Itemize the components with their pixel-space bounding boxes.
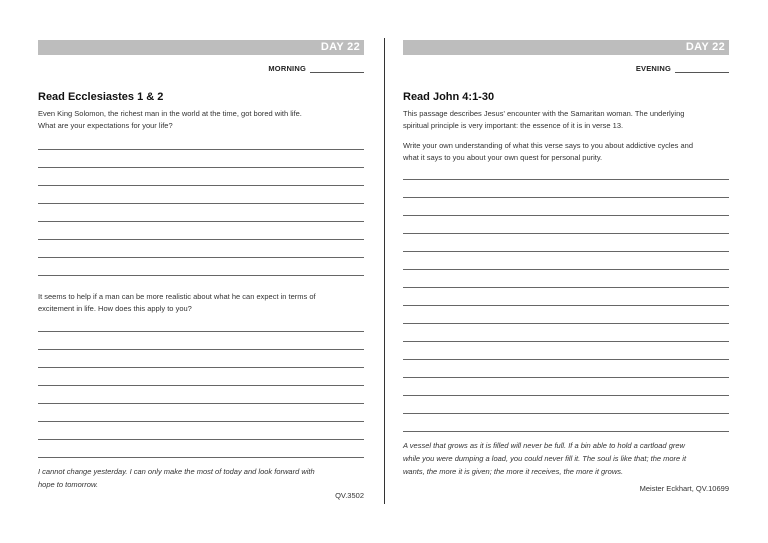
- writing-line: [38, 185, 364, 186]
- writing-line: [403, 251, 729, 252]
- writing-line: [403, 215, 729, 216]
- day-header-bar: [38, 40, 364, 55]
- question-1: [403, 140, 729, 165]
- closing-quote: [403, 439, 729, 478]
- writing-line: [38, 367, 364, 368]
- question-1-line: Write your own understanding of what this verse says to you about addictive cycles and: [403, 141, 694, 150]
- writing-line: [403, 269, 729, 270]
- passage-description: [403, 108, 729, 133]
- question-2-line: excitement in life. How does this apply to you?: [38, 304, 192, 314]
- writing-line: [38, 257, 364, 258]
- quote-line: I cannot change yesterday. I can only make the most of today and look forward with: [38, 467, 315, 476]
- writing-line: [403, 305, 729, 306]
- day-label: DAY 22: [320, 41, 360, 53]
- evening-page: [403, 0, 729, 543]
- writing-line: [403, 233, 729, 234]
- writing-line: [403, 395, 729, 396]
- writing-line: [38, 203, 364, 204]
- closing-quote: [38, 465, 364, 491]
- reading-heading: Read Ecclesiastes 1 & 2: [38, 91, 164, 103]
- quote-line: A vessel that grows as it is filled will never be full. If a bin able to hold a cartload grew: [403, 441, 685, 450]
- question-2: [38, 291, 364, 316]
- writing-line: [38, 349, 364, 350]
- writing-line: [38, 421, 364, 422]
- question-1-line: what it says to you about your own quest for personal purity.: [403, 153, 603, 163]
- writing-line: [38, 385, 364, 386]
- writing-line: [403, 323, 729, 324]
- reading-heading: Read John 4:1-30: [403, 91, 495, 103]
- time-blank: [310, 64, 364, 73]
- writing-line: [403, 431, 729, 432]
- writing-line: [38, 331, 364, 332]
- time-label: EVENING: [635, 64, 671, 73]
- writing-line: [403, 197, 729, 198]
- evening-time-field: [636, 64, 729, 73]
- writing-line: [403, 359, 729, 360]
- quote-line: wants, the more it is given; the more it receives, the more it grows.: [403, 467, 624, 476]
- writing-line: [38, 167, 364, 168]
- quote-reference: QV.3502: [335, 491, 364, 500]
- page-divider: [384, 38, 385, 504]
- writing-line: [38, 221, 364, 222]
- quote-line: hope to tomorrow.: [38, 480, 99, 489]
- quote-reference: Meister Eckhart, QV.10699: [639, 484, 729, 493]
- question-1-line: What are your expectations for your life?: [38, 121, 173, 131]
- writing-line: [403, 377, 729, 378]
- writing-line: [403, 287, 729, 288]
- time-label: MORNING: [268, 64, 306, 73]
- description-line: spiritual principle is very important: the essence of it is in verse 13.: [403, 121, 624, 131]
- question-1-line: Even King Solomon, the richest man in the world at the time, got bored with life.: [38, 109, 302, 118]
- question-2-line: It seems to help if a man can be more realistic about what he can expect in terms of: [38, 292, 316, 301]
- writing-line: [403, 341, 729, 342]
- writing-line: [38, 275, 364, 276]
- time-blank: [675, 64, 729, 73]
- writing-line: [38, 457, 364, 458]
- quote-line: while you were dumping a load, you could never fill it. The soul is like that; the more it: [403, 454, 687, 463]
- morning-page: [38, 0, 364, 543]
- writing-line: [38, 403, 364, 404]
- writing-line: [403, 179, 729, 180]
- description-line: This passage describes Jesus' encounter with the Samaritan woman. The underlying: [403, 109, 685, 118]
- writing-line: [38, 239, 364, 240]
- writing-line: [403, 413, 729, 414]
- question-1: [38, 108, 364, 133]
- day-header-bar: [403, 40, 729, 55]
- writing-line: [38, 149, 364, 150]
- morning-time-field: [268, 64, 364, 73]
- day-label: DAY 22: [685, 41, 725, 53]
- writing-line: [38, 439, 364, 440]
